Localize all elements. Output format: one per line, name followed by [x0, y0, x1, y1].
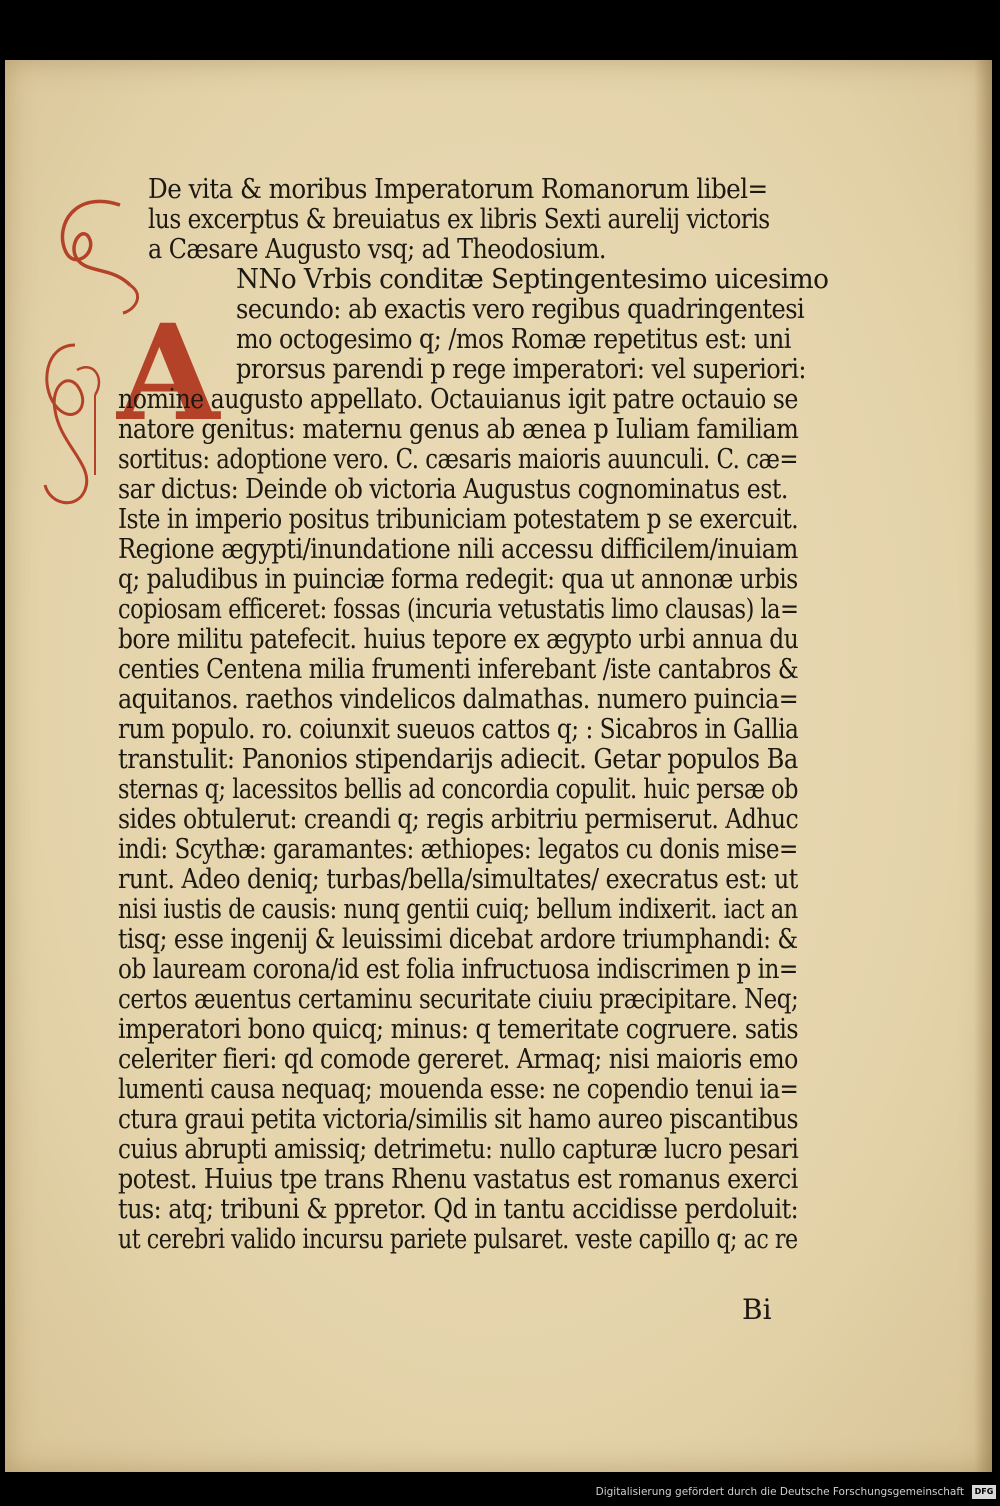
text-line: ob lauream corona/id est folia infructuosa indiscrimen p in= — [118, 953, 798, 985]
initial-letter: A — [117, 296, 220, 451]
text-line: natore genitus: maternu genus ab ænea p Iuliam familiam — [118, 413, 799, 445]
text-line: sides obtulerut: creandi q; regis arbitriu permiserut. Adhuc — [118, 803, 799, 835]
text-line: lus excerptus & breuiatus ex libris Sexti aurelij victoris — [148, 203, 770, 235]
text-line: rum populo. ro. coiunxit sueuos cattos q; : Sicabros in Gallia — [118, 713, 799, 745]
text-line: De vita & moribus Imperatorum Romanorum libel= — [148, 173, 768, 205]
text-line: imperatori bono quicq; minus: q temeritate cogruere. satis — [118, 1013, 799, 1045]
text-line: celeriter fieri: qd comode gereret. Armaq; nisi maioris emo — [118, 1043, 798, 1075]
footer-credit: Digitalisierung gefördert durch die Deutsche Forschungsgemeinschaft — [595, 1486, 964, 1498]
text-line: certos æuentus certaminu securitate ciuiu præcipitare. Neq; — [118, 983, 799, 1015]
text-line: cuius abrupti amissiq; detrimetu: nullo capturæ lucro pesari — [118, 1133, 799, 1165]
text-line: nisi iustis de causis: nunq gentii cuiq; bellum indixerit. iact an — [118, 893, 798, 925]
text-line: NNo Vrbis conditæ Septingentesimo uicesimo — [236, 263, 829, 295]
text-line: bore militu patefecit. huius tepore ex ægypto urbi annua du — [118, 623, 799, 655]
text-line: sternas q; lacessitos bellis ad concordia copulit. huic persæ ob — [118, 773, 798, 805]
text-line: lumenti causa nequaq; mouenda esse: ne copendio tenui ia= — [118, 1073, 799, 1105]
text-line: nomine augusto appellato. Octauianus igit patre octauio se — [118, 383, 798, 415]
text-line: copiosam efficeret: fossas (incuria vetustatis limo clausas) la= — [118, 593, 799, 625]
text-line: q; paludibus in puinciæ forma redegit: qua ut annonæ urbis — [118, 563, 798, 595]
document-page — [5, 60, 992, 1472]
text-line: sortitus: adoptione vero. C. cæsaris maioris auunculi. C. cæ= — [118, 443, 799, 475]
text-line: ut cerebri valido incursu pariete pulsaret. veste capillo q; ac re — [118, 1223, 798, 1255]
text-line: a Cæsare Augusto vsq; ad Theodosium. — [148, 233, 606, 265]
text-line: secundo: ab exactis vero regibus quadringentesi — [236, 293, 805, 325]
text-line: tisq; esse ingenij & leuissimi dicebat ardore triumphandi: & — [118, 923, 798, 955]
text-line: indi: Scythæ: garamantes: æthiopes: legatos cu donis mise= — [118, 833, 798, 865]
text-line: prorsus parendi p rege imperatori: vel superiori: — [236, 353, 806, 385]
text-line: mo octogesimo q; /mos Romæ repetitus est: uni — [236, 323, 791, 355]
text-line: centies Centena milia frumenti inferebant /iste cantabros & — [118, 653, 799, 685]
text-line: transtulit: Panonios stipendarijs adiecit. Getar populos Ba — [118, 743, 798, 775]
dfg-logo-icon: DFG — [972, 1485, 996, 1499]
text-line: potest. Huius tpe trans Rhenu vastatus est romanus exerci — [118, 1163, 798, 1195]
text-line: ctura graui petita victoria/similis sit hamo aureo piscantibus — [118, 1103, 799, 1135]
text-line: runt. Adeo deniq; turbas/bella/simultates/ execratus est: ut — [118, 863, 798, 895]
text-line: aquitanos. raethos vindelicos dalmathas. numero puincia= — [118, 683, 799, 715]
text-line: Iste in imperio positus tribuniciam potestatem p se exercuit. — [118, 503, 799, 535]
signature-mark: Bi — [742, 1293, 772, 1326]
text-line: Regione ægypti/inundatione nili accessu difficilem/inuiam — [118, 533, 798, 565]
text-line: sar dictus: Deinde ob victoria Augustus cognominatus est. — [118, 473, 788, 505]
text-line: tus: atq; tribuni & ppretor. Qd in tantu accidisse perdoluit: — [118, 1193, 799, 1225]
